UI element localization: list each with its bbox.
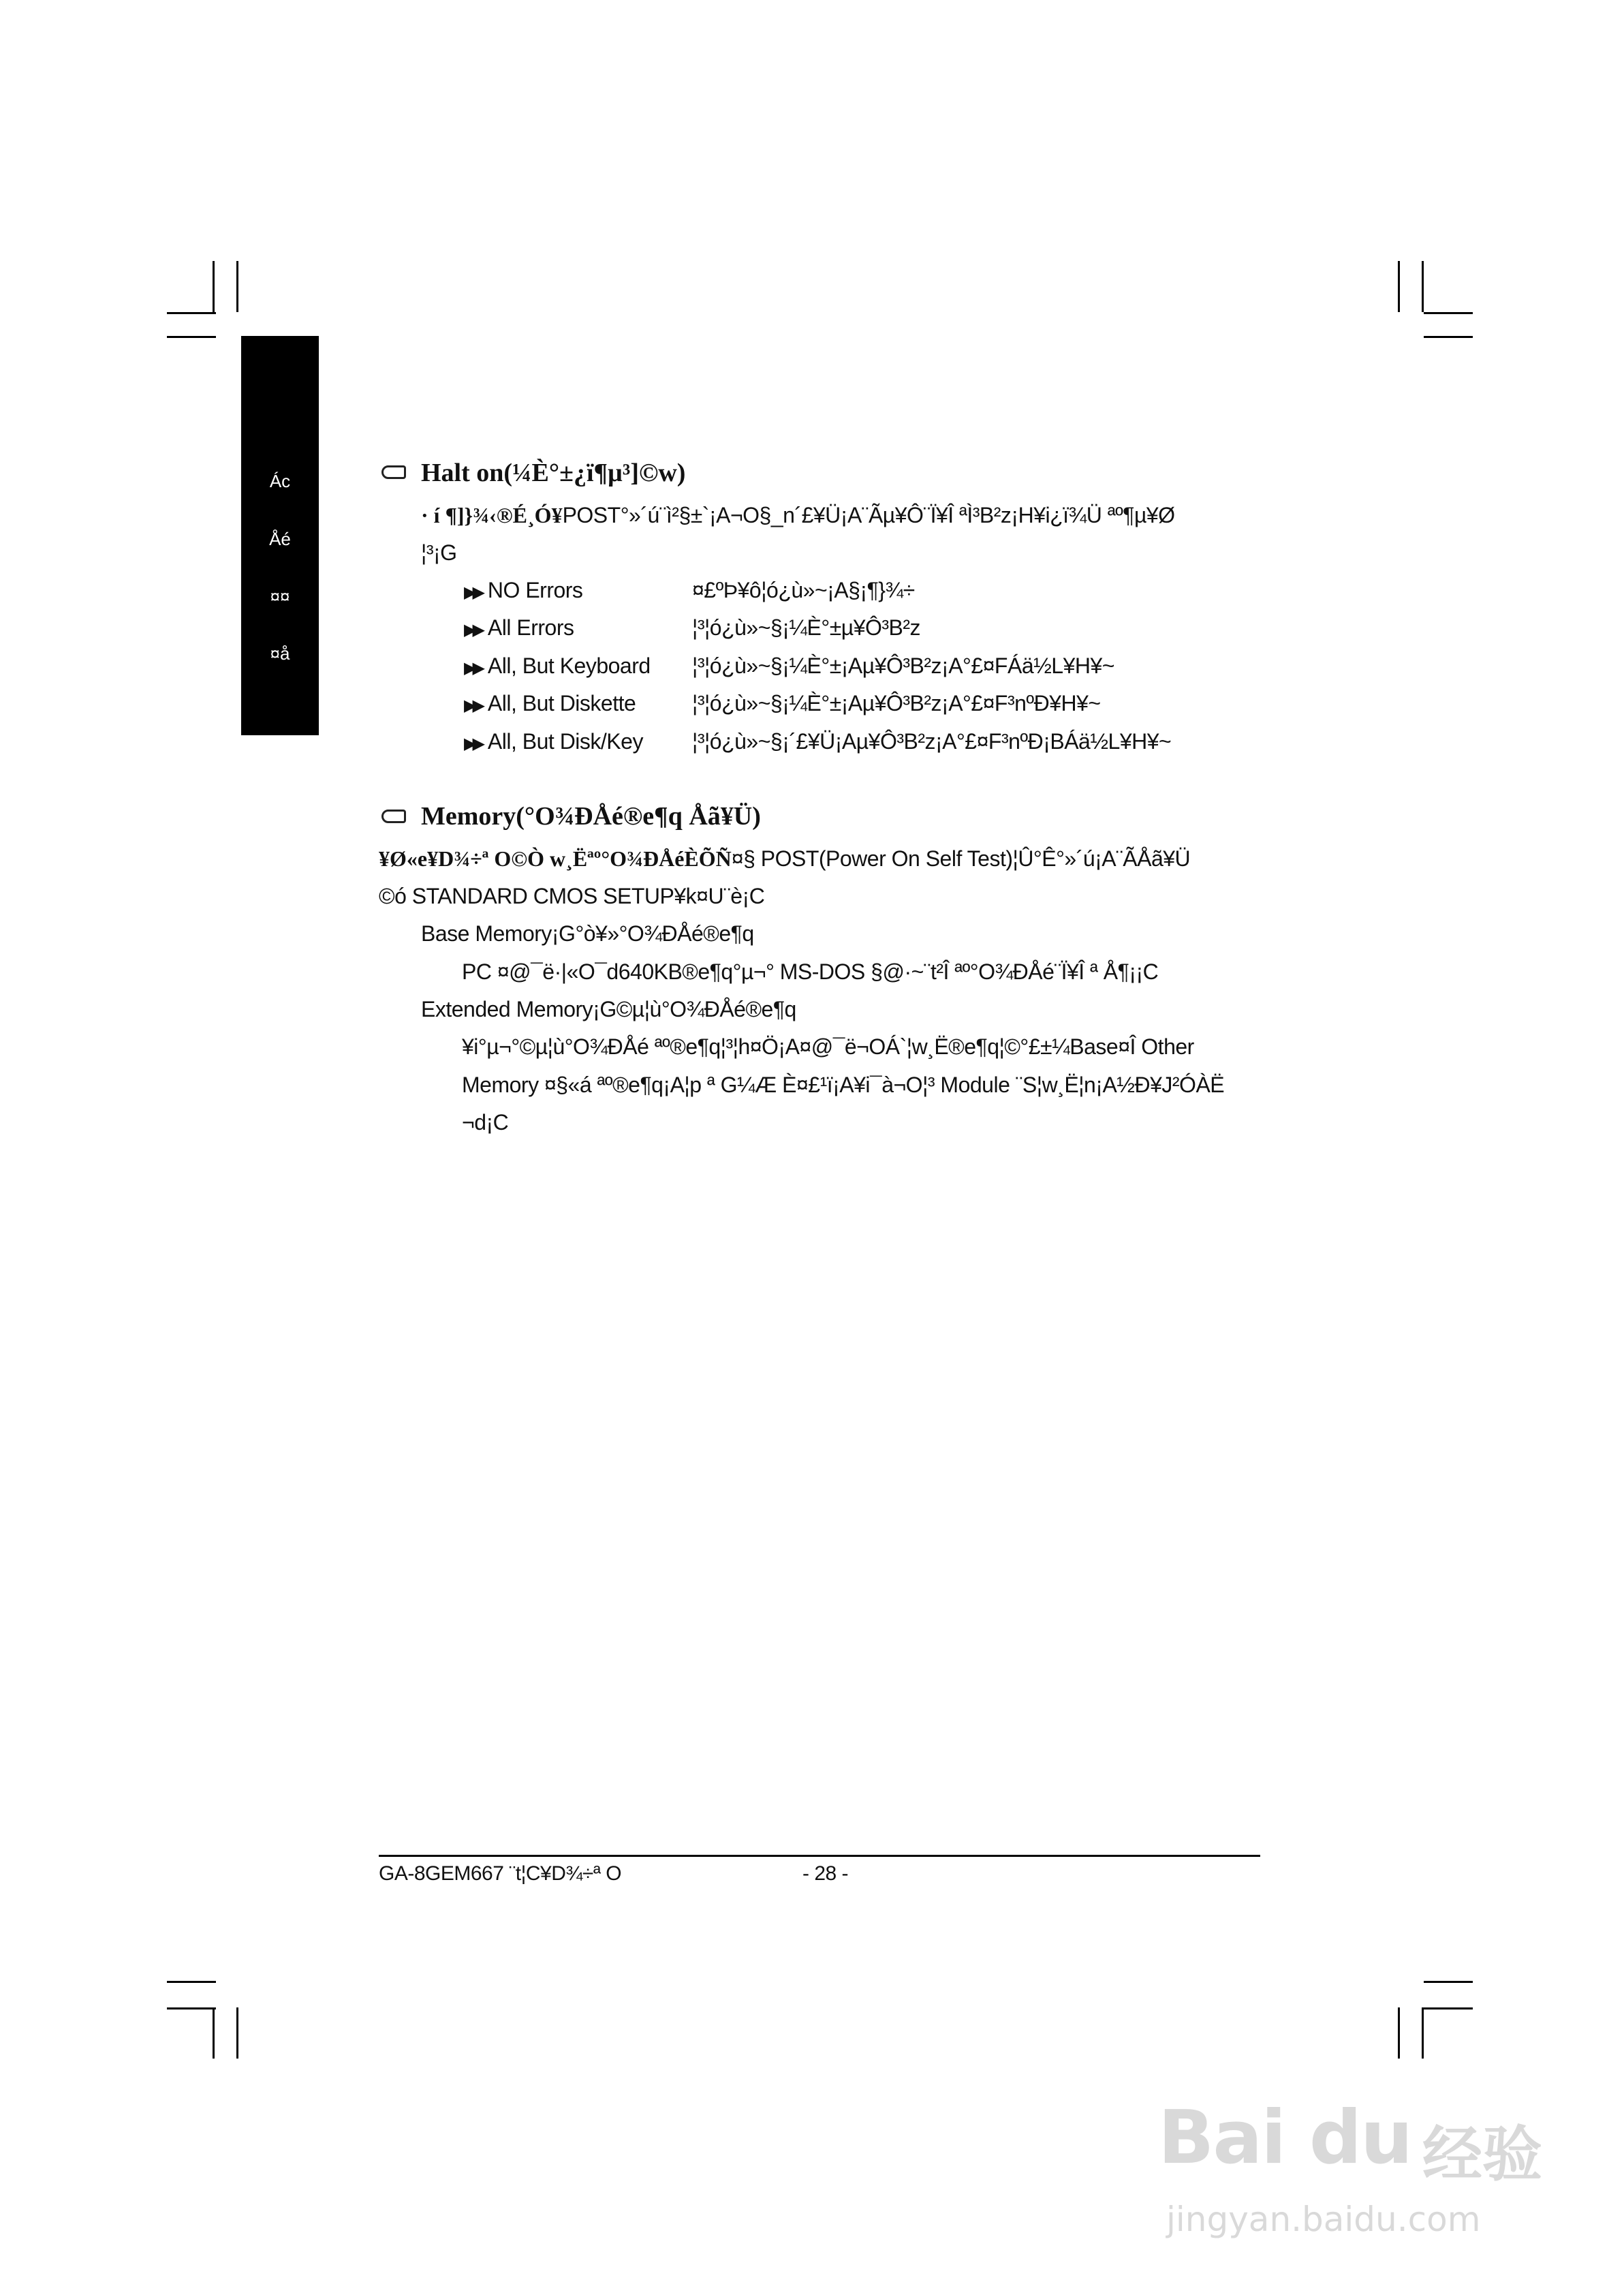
memory-line-1-bold: ¥Ø«e¥D¾÷ª O©Ò w¸Ëªº°O¾ÐÅéÈÕÑ bbox=[379, 846, 732, 871]
crop-mark bbox=[1422, 261, 1424, 312]
crop-mark bbox=[167, 1981, 216, 1983]
list-item bbox=[464, 615, 574, 641]
crop-mark bbox=[167, 336, 216, 338]
crop-mark bbox=[167, 2007, 216, 2009]
halt-intro-bold: · í ¶]}¾‹®É¸Ó¥ bbox=[421, 503, 563, 527]
extended-memory-label: Extended Memory¡G©µ¦ù°O¾ÐÅé®e¶q bbox=[421, 997, 796, 1021]
crop-mark bbox=[236, 2007, 238, 2059]
list-item bbox=[464, 691, 636, 716]
option-desc: ¦³¦ó¿ù»~§¡¼È°±µ¥Ô³B²z bbox=[692, 615, 921, 640]
option-desc: ¦³¦ó¿ù»~§¡¼È°±¡Aµ¥Ô³B²z¡A°£¤F³nºÐ¥H¥~ bbox=[692, 691, 1101, 715]
crop-mark bbox=[236, 261, 238, 312]
base-memory-label: Base Memory¡G°ò¥»°O¾ÐÅé®e¶q bbox=[421, 921, 754, 946]
watermark-brand: Bai du bbox=[1158, 2095, 1412, 2181]
page-number: - 28 - bbox=[802, 1862, 849, 1885]
pointing-hand-icon bbox=[381, 465, 406, 479]
crop-mark bbox=[167, 312, 216, 314]
crop-mark bbox=[213, 261, 215, 312]
option-desc: ¦³¦ó¿ù»~§¡´£¥Ü¡Aµ¥Ô³B²z¡A°£¤F³nºÐ¡BÁä½L¥H¥~ bbox=[692, 729, 1172, 754]
watermark-cn: 经验 bbox=[1422, 2119, 1543, 2189]
extended-memory-desc-1: ¥i°µ¬°©µ¦ù°O¾ÐÅé ªº®e¶q¦³¦h¤Ö¡A¤@¯ë¬OÁ`¦w¸Ë®e¶q¦©°£±¼Base¤Î Other bbox=[462, 1034, 1194, 1059]
option-name: All, But Keyboard bbox=[487, 653, 651, 678]
halt-intro-text: POST°»´ú¨ì²§±`¡A¬O§_n´£¥Ü¡A¨Ãµ¥Ô¨Ï¥Î ªÌ³B²z¡H¥i¿ï¾Ü ªº¶µ¥Ø bbox=[562, 503, 1175, 527]
option-desc: ¦³¦ó¿ù»~§¡¼È°±¡Aµ¥Ô³B²z¡A°£¤FÁä½L¥H¥~ bbox=[692, 653, 1114, 678]
crop-mark bbox=[1424, 336, 1473, 338]
footer-model: GA-8GEM667 ¨t¦C¥D¾÷ª O bbox=[379, 1862, 622, 1885]
crop-mark bbox=[213, 2007, 215, 2059]
option-desc: ¤£ºÞ¥ô¦ó¿ù»~¡A§¡¶}¾÷ bbox=[692, 578, 915, 602]
crop-mark bbox=[1424, 312, 1473, 314]
pointing-hand-icon bbox=[381, 810, 406, 823]
crop-mark bbox=[1422, 2007, 1424, 2059]
list-item bbox=[464, 578, 582, 603]
chapter-side-tab bbox=[241, 336, 319, 735]
option-name: All, But Disk/Key bbox=[487, 729, 643, 754]
double-arrow-icon: ▶▶ bbox=[464, 621, 481, 639]
crop-mark bbox=[1398, 261, 1400, 312]
double-arrow-icon: ▶▶ bbox=[464, 659, 481, 677]
option-name: NO Errors bbox=[487, 578, 583, 602]
halt-intro-text-2: ¦³¡G bbox=[421, 540, 457, 565]
option-name: All, But Diskette bbox=[487, 691, 636, 715]
side-tab-char: ¤å bbox=[270, 643, 290, 664]
section-title-halt-on: Halt on(¼È°±¿ï¶µ³]©w) bbox=[421, 459, 686, 487]
footer-rule bbox=[379, 1855, 1260, 1857]
extended-memory-desc-2: Memory ¤§«á ªº®e¶q¡A¦p ª G¼Æ È¤£¹ï¡A¥i¯à¬O¦³ Module ¨S¦w¸Ë¦n¡A½Ð¥J²ÓÀË bbox=[462, 1073, 1225, 1097]
list-item bbox=[464, 653, 651, 679]
base-memory-desc: PC ¤@¯ë·|«O¯d640KB®e¶q°µ¬° MS-DOS §@·~¨t²Î ªº°O¾ÐÅé¨Ï¥Î ª Å¶¡¡C bbox=[462, 959, 1159, 984]
extended-memory-desc-3: ¬d¡C bbox=[462, 1110, 509, 1135]
section-title-memory: Memory(°O¾ÐÅé®e¶q Åã¥Ü) bbox=[421, 802, 761, 831]
memory-line-1 bbox=[379, 846, 1190, 872]
crop-mark bbox=[1424, 1981, 1473, 1983]
memory-line-2: ©ó STANDARD CMOS SETUP¥k¤U¨è¡C bbox=[379, 884, 765, 908]
side-tab-char: Ác bbox=[269, 471, 291, 491]
side-tab-char: ¤¤ bbox=[270, 586, 290, 606]
double-arrow-icon: ▶▶ bbox=[464, 735, 481, 753]
watermark-url: jingyan.baidu.com bbox=[1166, 2200, 1481, 2239]
crop-mark bbox=[1398, 2007, 1400, 2059]
double-arrow-icon: ▶▶ bbox=[464, 696, 481, 715]
double-arrow-icon: ▶▶ bbox=[464, 583, 481, 602]
side-tab-char: Åé bbox=[269, 529, 291, 549]
crop-mark bbox=[1424, 2007, 1473, 2009]
list-item bbox=[464, 729, 643, 754]
memory-line-1-text: ¤§ POST(Power On Self Test)¦Û°Ê°»´ú¡A¨ÃÅã¥Ü bbox=[731, 846, 1191, 871]
halt-intro-line bbox=[421, 503, 1175, 528]
option-name: All Errors bbox=[487, 615, 574, 640]
